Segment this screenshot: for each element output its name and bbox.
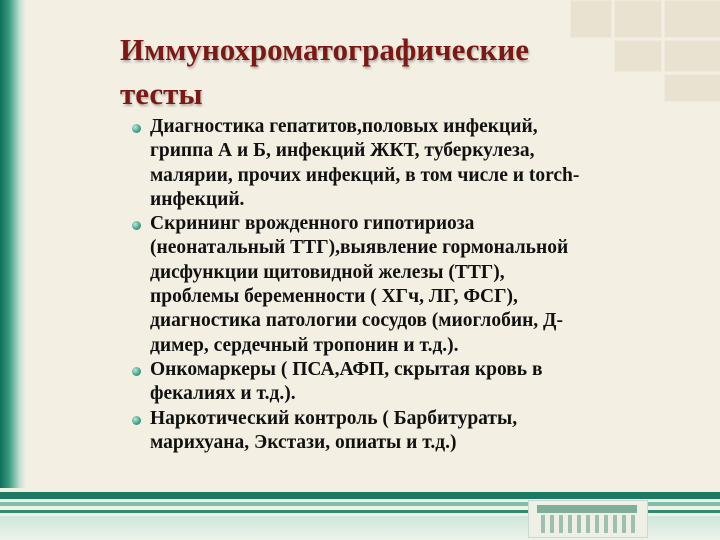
bullet-line: инфекций. [150, 188, 245, 210]
bullet-line: диагностика патологии сосудов (миоглобин, Д- [150, 310, 563, 332]
bullet-line: дисфункции щитовидной железы (ТТГ), [150, 261, 505, 283]
bullet-line: малярии, прочих инфекций, в том числе и torch- [150, 164, 580, 186]
title-line: Иммунохроматографические [120, 32, 529, 67]
bullet-line: Скрининг врожденного гипотириоза [150, 213, 475, 235]
slide-title [120, 28, 680, 116]
bullet-line: проблемы беременности ( ХГч, ЛГ, ФСГ), [150, 286, 518, 308]
bullet-dot-icon [132, 221, 141, 230]
bullet-item [132, 358, 682, 407]
bullet-item [132, 212, 682, 358]
building-logo-icon [528, 500, 648, 538]
title-line: тесты [120, 76, 203, 111]
bullet-dot-icon [132, 416, 141, 425]
bullet-list [132, 115, 682, 455]
bullet-item [132, 115, 682, 212]
bullet-line: фекалиях и т.д.). [150, 383, 296, 405]
bullet-dot-icon [132, 124, 141, 133]
bullet-line: (неонатальный ТТГ),выявление гормональной [150, 237, 569, 259]
bullet-line: димер, сердечный тропонин и т.д.). [150, 334, 459, 356]
bullet-line: марихуана, Экстази, опиаты и т.д.) [150, 431, 457, 453]
bullet-dot-icon [132, 367, 141, 376]
bullet-line: Онкомаркеры ( ПСА,АФП, скрытая кровь в [150, 358, 543, 380]
bullet-line: Диагностика гепатитов,половых инфекций, [150, 116, 538, 137]
left-decorative-band [0, 0, 26, 490]
bullet-line: гриппа А и Б, инфекций ЖКТ, туберкулеза, [150, 140, 535, 162]
bullet-item [132, 407, 682, 456]
bullet-line: Наркотический контроль ( Барбитураты, [150, 407, 518, 429]
